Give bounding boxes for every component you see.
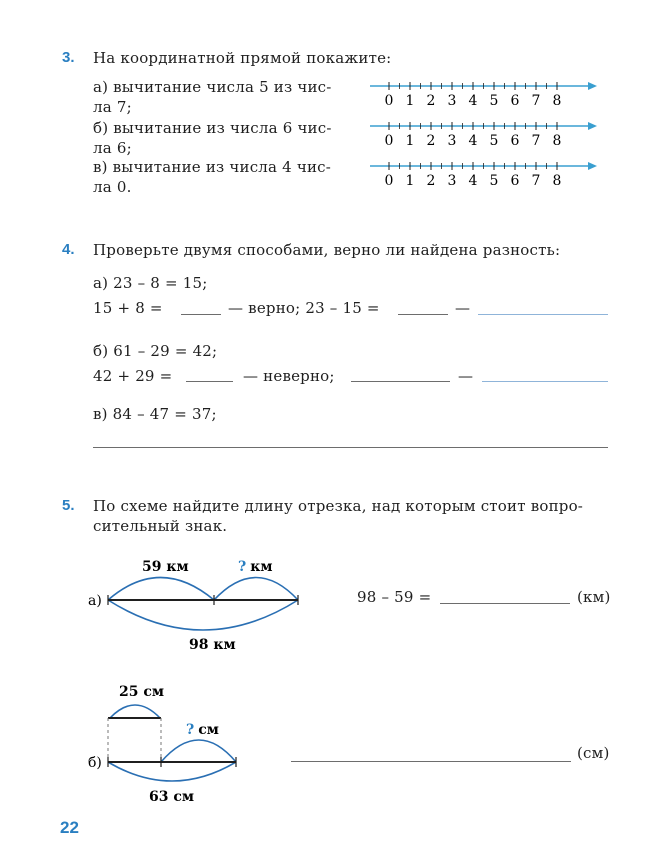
- task-3-number: 3.: [62, 49, 75, 66]
- number-line-label: 7: [531, 93, 541, 109]
- task-5-title-line2: сительный знак.: [93, 517, 228, 535]
- scheme-b-question-mark: ?: [186, 722, 195, 738]
- page-number: 22: [60, 818, 79, 837]
- task-4-title: Проверьте двумя способами, верно ли найдена разность:: [93, 241, 561, 259]
- task-4a-verdict: — верно; 23 – 15 =: [228, 299, 380, 317]
- scheme-b-arc-total: [108, 762, 236, 781]
- number-line-label: 6: [510, 133, 520, 149]
- scheme-a-answer-blank[interactable]: [440, 603, 570, 604]
- task-4b-equation: б) 61 – 29 = 42;: [93, 342, 218, 360]
- number-line-label: 5: [489, 173, 499, 189]
- scheme-a-unknown-label: [238, 559, 272, 575]
- scheme-b-unit: (см): [577, 744, 610, 762]
- scheme-b-unknown-unit: см: [198, 722, 219, 738]
- number-line-label: 4: [468, 173, 478, 189]
- task-4a-check-1: 15 + 8 =: [93, 299, 163, 317]
- task-3a-line1: а) вычитание числа 5 из чис-: [93, 78, 332, 96]
- scheme-a-arc-unknown: [214, 578, 298, 601]
- scheme-a-letter: а): [88, 593, 102, 609]
- task-3c-line2: ла 0.: [93, 178, 132, 196]
- task-4a-equation: а) 23 – 8 = 15;: [93, 274, 208, 292]
- scheme-a-expression: 98 – 59 =: [357, 588, 432, 606]
- scheme-a-question-mark: ?: [238, 559, 247, 575]
- task-3c-line1: в) вычитание из числа 4 чис-: [93, 158, 332, 176]
- number-line-label: 8: [552, 133, 562, 149]
- task-4-number: 4.: [62, 241, 75, 258]
- scheme-a-arc-known: [108, 578, 214, 601]
- number-line-label: 2: [426, 173, 436, 189]
- number-line-label: 1: [405, 173, 415, 189]
- scheme-b: [88, 684, 236, 805]
- number-line-label: 0: [384, 133, 394, 149]
- scheme-b-total-label: 63 см: [149, 789, 195, 805]
- task-5-number: 5.: [62, 497, 75, 514]
- number-line-label: 8: [552, 93, 562, 109]
- number-line-label: 2: [426, 133, 436, 149]
- task-3a-line2: ла 7;: [93, 98, 132, 116]
- number-line-label: 2: [426, 93, 436, 109]
- scheme-a-arc-total: [108, 600, 298, 630]
- task-4b-check-1: 42 + 29 =: [93, 367, 173, 385]
- number-line-label: 3: [447, 133, 457, 149]
- task-4b-verdict: — неверно;: [243, 367, 335, 385]
- number-line-label: 5: [489, 93, 499, 109]
- scheme-a-total-label: 98 км: [189, 637, 236, 653]
- scheme-a-unknown-unit: км: [250, 559, 273, 575]
- scheme-b-known-label: 25 см: [119, 684, 165, 700]
- scheme-a-unit: (км): [577, 588, 611, 606]
- task-4c-equation: в) 84 – 47 = 37;: [93, 405, 217, 423]
- number-line-label: 4: [468, 93, 478, 109]
- number-line-label: 0: [384, 173, 394, 189]
- number-line-label: 1: [405, 133, 415, 149]
- number-line-label: 7: [531, 133, 541, 149]
- number-line-label: 4: [468, 133, 478, 149]
- number-line-label: 8: [552, 173, 562, 189]
- scheme-b-arc-known: [110, 705, 160, 718]
- task-3b-line1: б) вычитание из числа 6 чис-: [93, 119, 332, 137]
- scheme-b-unknown-label: [186, 722, 219, 738]
- number-line-label: 7: [531, 173, 541, 189]
- number-line-label: 6: [510, 173, 520, 189]
- number-line-label: 0: [384, 93, 394, 109]
- number-line-label: 1: [405, 93, 415, 109]
- task-4a-dash: —: [455, 299, 471, 317]
- scheme-b-answer-blank[interactable]: [291, 761, 571, 762]
- number-line-label: 3: [447, 93, 457, 109]
- scheme-b-letter: б): [88, 755, 102, 771]
- task-5-title-line1: По схеме найдите длину отрезка, над которым стоит вопро-: [93, 497, 584, 515]
- task-4b-dash: —: [458, 367, 474, 385]
- number-line-label: 3: [447, 173, 457, 189]
- scheme-a: [88, 559, 298, 653]
- number-line-label: 6: [510, 93, 520, 109]
- scheme-b-arc-unknown: [161, 740, 236, 762]
- task-3-title: На координатной прямой покажите:: [93, 49, 392, 67]
- task-3b-line2: ла 6;: [93, 139, 132, 157]
- number-line-label: 5: [489, 133, 499, 149]
- scheme-a-known-label: 59 км: [142, 559, 189, 575]
